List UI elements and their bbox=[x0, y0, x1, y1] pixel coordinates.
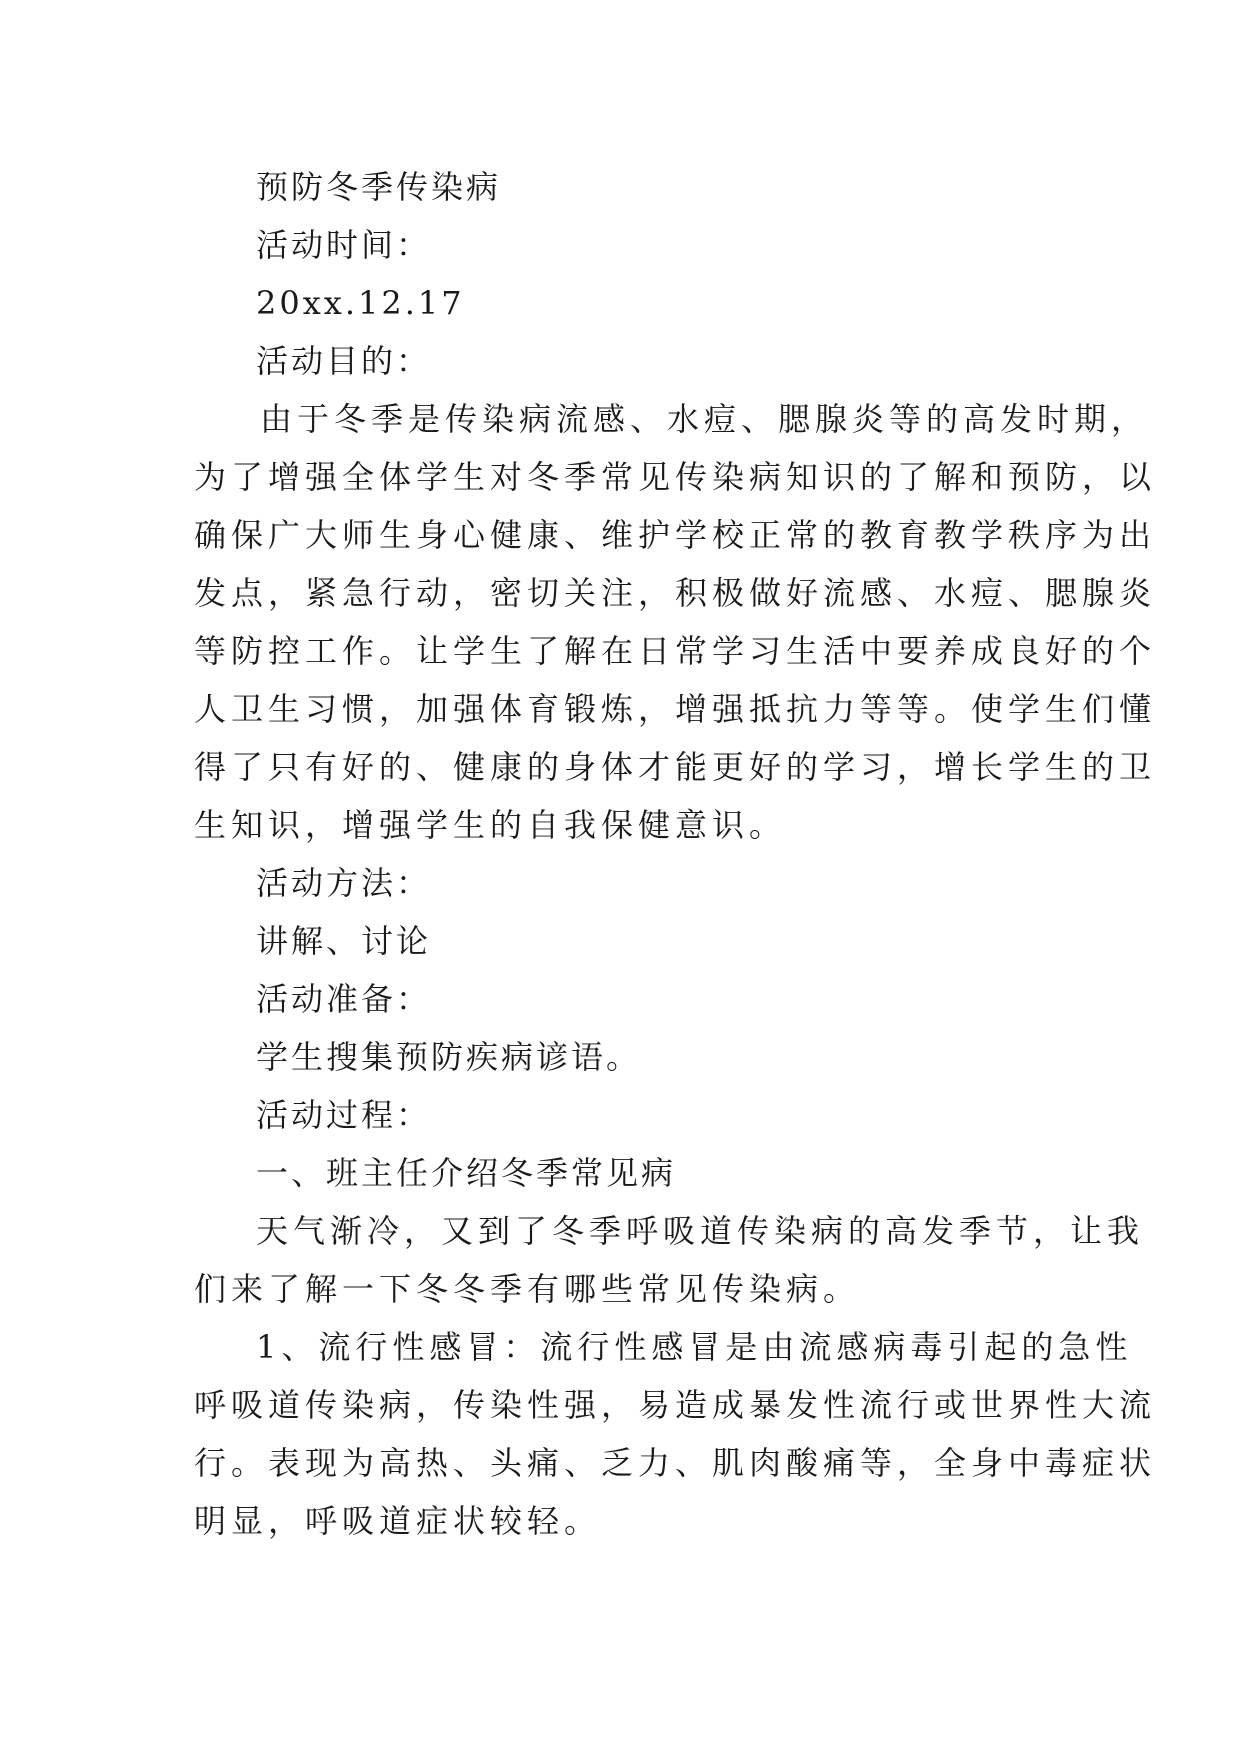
paragraph-line: 行。表现为高热、头痛、乏力、肌肉酸痛等，全身中毒症状 bbox=[194, 1444, 1157, 1482]
paragraph-line: 生知识，增强学生的自我保健意识。 bbox=[194, 806, 787, 844]
prep-label: 活动准备： bbox=[256, 980, 432, 1018]
paragraph-line: 发点，紧急行动，密切关注，积极做好流感、水痘、腮腺炎 bbox=[194, 574, 1157, 612]
paragraph-line: 确保广大师生身心健康、维护学校正常的教育教学秩序为出 bbox=[194, 516, 1157, 554]
intro-paragraph bbox=[194, 1202, 1145, 1318]
paragraph-line: 由于冬季是传染病流感、水痘、腮腺炎等的高发时期， bbox=[260, 400, 1149, 438]
document-title: 预防冬季传染病 bbox=[256, 168, 502, 206]
item-1-paragraph bbox=[194, 1318, 1157, 1550]
time-value: 20xx.12.17 bbox=[256, 284, 465, 322]
paragraph-line: 天气渐冷，又到了冬季呼吸道传染病的高发季节，让我 bbox=[256, 1212, 1145, 1250]
prep-value: 学生搜集预防疾病谚语。 bbox=[256, 1038, 642, 1076]
paragraph-line: 们来了解一下冬冬季有哪些常见传染病。 bbox=[194, 1270, 861, 1308]
purpose-paragraph bbox=[194, 390, 1157, 854]
section-heading: 一、班主任介绍冬季常见病 bbox=[256, 1154, 677, 1192]
time-label: 活动时间： bbox=[256, 226, 432, 264]
paragraph-line: 等防控工作。让学生了解在日常学习生活中要养成良好的个 bbox=[194, 632, 1157, 670]
process-label: 活动过程： bbox=[256, 1096, 432, 1134]
paragraph-line: 明显，呼吸道症状较轻。 bbox=[194, 1502, 602, 1540]
paragraph-line: 呼吸道传染病，传染性强，易造成暴发性流行或世界性大流 bbox=[194, 1386, 1157, 1424]
paragraph-line: 人卫生习惯，加强体育锻炼，增强抵抗力等等。使学生们懂 bbox=[194, 690, 1157, 728]
method-value: 讲解、讨论 bbox=[256, 922, 432, 960]
paragraph-line: 为了增强全体学生对冬季常见传染病知识的了解和预防，以 bbox=[194, 458, 1157, 496]
paragraph-line: 得了只有好的、健康的身体才能更好的学习，增长学生的卫 bbox=[194, 748, 1157, 786]
paragraph-line: 1、流行性感冒：流行性感冒是由流感病毒引起的急性 bbox=[256, 1328, 1133, 1366]
method-label: 活动方法： bbox=[256, 864, 432, 902]
purpose-label: 活动目的： bbox=[256, 342, 432, 380]
document-page bbox=[194, 158, 1157, 1550]
